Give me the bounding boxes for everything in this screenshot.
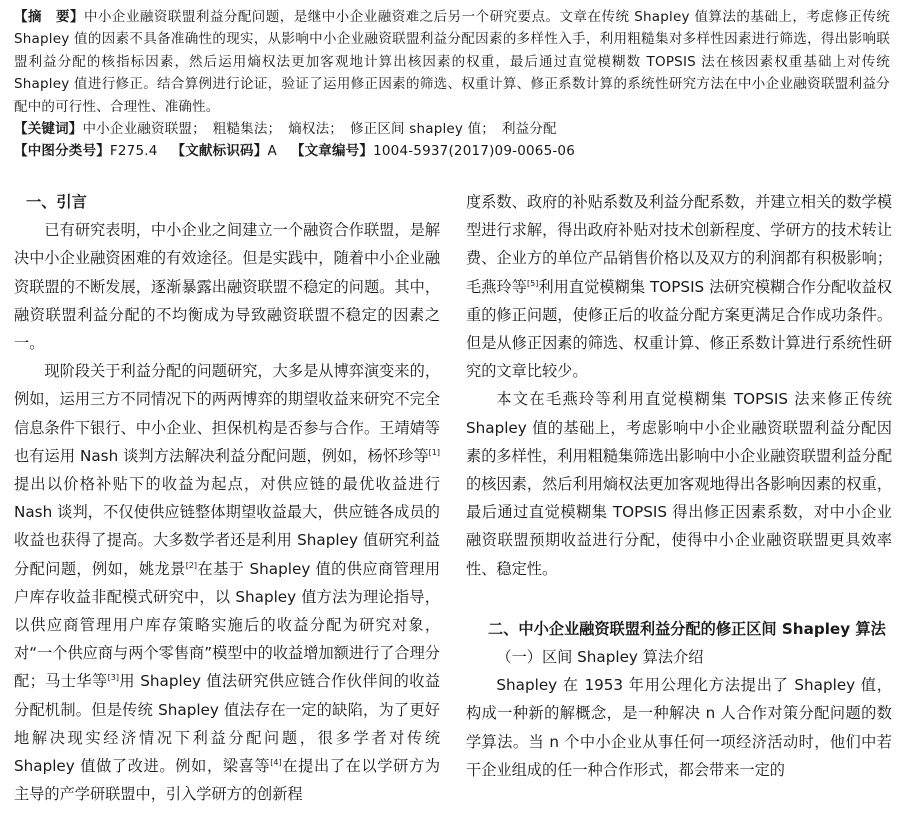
body-text: 度系数、政府的补贴系数及利益分配系数，并建立相关的数学模型进行求解，得出政府补贴对技术创新程度、学研方的技术转让费、企业方的单位产品销售价格以及双方的利润都有积极影响；毛燕玲等 [466,193,892,296]
article-number-value: 1004-5937(2017)09-0065-06 [373,143,576,160]
body-text: 提出以价格补贴下的收益为起点，对供应链的最优收益进行 Nash 谈判，不仅使供应链整体期望收益最大，供应链各成员的收益也获得了提高。大多数学者还是利用 Shapley 值研究利益分配问题，例如，姚龙景 [14,475,440,578]
body-text: 在基于 Shapley 值的供应商管理用户库存收益非配模式研究中，以 Shapley 值方法为理论指导，以供应商管理用户库存策略实施后的收益分配为研究对象，对“一个供应商与两个零售商”模型中的收益增加额进行了合理分配；马士华等 [14,559,441,691]
method-paragraph-1: Shapley 在 1953 年用公理化方法提出了 Shapley 值，构成一种新的解概念，是一种解决 n 人合作对策分配问题的数学算法。当 n 个中小企业从事任何一项经济活动时，他们中若干企业组成的任一种合作形式，都会带来一定的 [466,676,892,779]
subsection-heading: （一）区间 Shapley 算法介绍 [496,648,704,667]
citation-ref[interactable]: [5] [527,278,539,288]
clc-value: F275.4 [109,143,158,160]
doc-code-value: A [267,143,277,160]
classification-line [14,140,890,162]
abstract-paragraph [14,6,890,118]
body-text: 在提出了在以学研方为主导的产学研联盟中，引入学研方的创新程 [14,757,441,804]
intro-paragraph-2 [14,357,440,808]
intro-paragraph-2-continued [466,188,892,385]
citation-ref[interactable]: [4] [270,758,282,767]
section-heading-intro: 一、引言 [26,193,87,211]
abstract-label: 【摘 要】 [14,9,84,25]
clc-label: 【中图分类号】 [14,143,110,160]
citation-ref[interactable]: [3] [107,673,119,683]
citation-ref[interactable]: [1] [428,447,440,457]
section-heading-method: 二、中小企业融资联盟利益分配的修正区间 Shapley 算法 [488,619,886,638]
doc-code-label: 【文献标识码】 [171,143,268,160]
intro-paragraph-3: 本文在毛燕玲等利用直觉模糊集 TOPSIS 法来修正传统 Shapley 值的基础上，考虑影响中小企业融资联盟利益分配因素的多样性，利用粗糙集筛选出影响中小企业融资联盟利益分配的核因素，然后利用熵权法更加客观地得出各影响因素的权重，最后通过直觉模糊集 TOPSIS 得出修正因素系数，对中小企业融资联盟预期收益进行分配，使得中小企业融资联盟更具效率性、稳定性。 [466,390,892,578]
abstract-block [14,6,890,163]
keywords-label: 【关键词】 [14,121,83,138]
abstract-text: 中小企业融资联盟利益分配问题，是继中小企业融资难之后另一个研究要点。文章在传统 Shapley 值算法的基础上，考虑修正传统 Shapley 值的因素不具备准确性的现实，从影响中小企业融资联盟利益分配因素的多样性入手，利用粗糙集对多样性因素进行筛选，得出影响联盟利益分配的核指标因素，然后运用熵权法更加客观地计算出核因素的权重，最后通过直觉模糊数 TOPSIS 法在核因素权重基础上对传统 Shapley 值进行修正。结合算例进行论证，验证了运用修正因素的筛选、权重计算、修正系数计算的系统性研究方法在中小企业融资联盟利益分配中的可行性、合理性、准确性。 [14,9,891,115]
citation-ref[interactable]: [2] [185,560,198,570]
left-column [14,188,440,808]
body-text: 用 Shapley 值法研究供应链合作伙伴间的收益分配机制。但是传统 Shapley 值法存在一定的缺陷，为了更好地解决现实经济情况下利益分配问题，很多学者对传统 Shapley 值做了改进。例如，梁喜等 [14,672,441,776]
body-text: 现阶段关于利益分配的问题研究，大多是从博弈演变来的，例如，运用三方不同情况下的两两博弈的期望收益来研究不完全信息条件下银行、中小企业、担保机构是否参与合作。王靖婧等也有运用 Nash 谈判方法解决利益分配问题，例如，杨怀珍等 [14,362,440,465]
article-number-label: 【文章编号】 [290,143,374,160]
intro-paragraph-1: 已有研究表明，中小企业之间建立一个融资合作联盟，是解决中小企业融资困难的有效途径。但是实践中，随着中小企业融资联盟的不断发展，逐渐暴露出融资联盟不稳定的问题。其中，融资联盟利益分配的不均衡成为导致融资联盟不稳定的因素之一。 [14,221,440,353]
keywords-text: 中小企业融资联盟； 粗糙集法； 熵权法； 修正区间 shapley 值； 利益分配 [82,121,557,138]
body-text: 利用直觉模糊集 TOPSIS 法研究模糊合作分配收益权重的修正问题，使修正后的收益分配方案更满足合作成功条件。但是从修正因素的筛选、权重计算、修正系数计算进行系统性研究的文章比较少。 [466,277,892,381]
right-column [466,188,892,784]
keywords-line [14,118,890,140]
